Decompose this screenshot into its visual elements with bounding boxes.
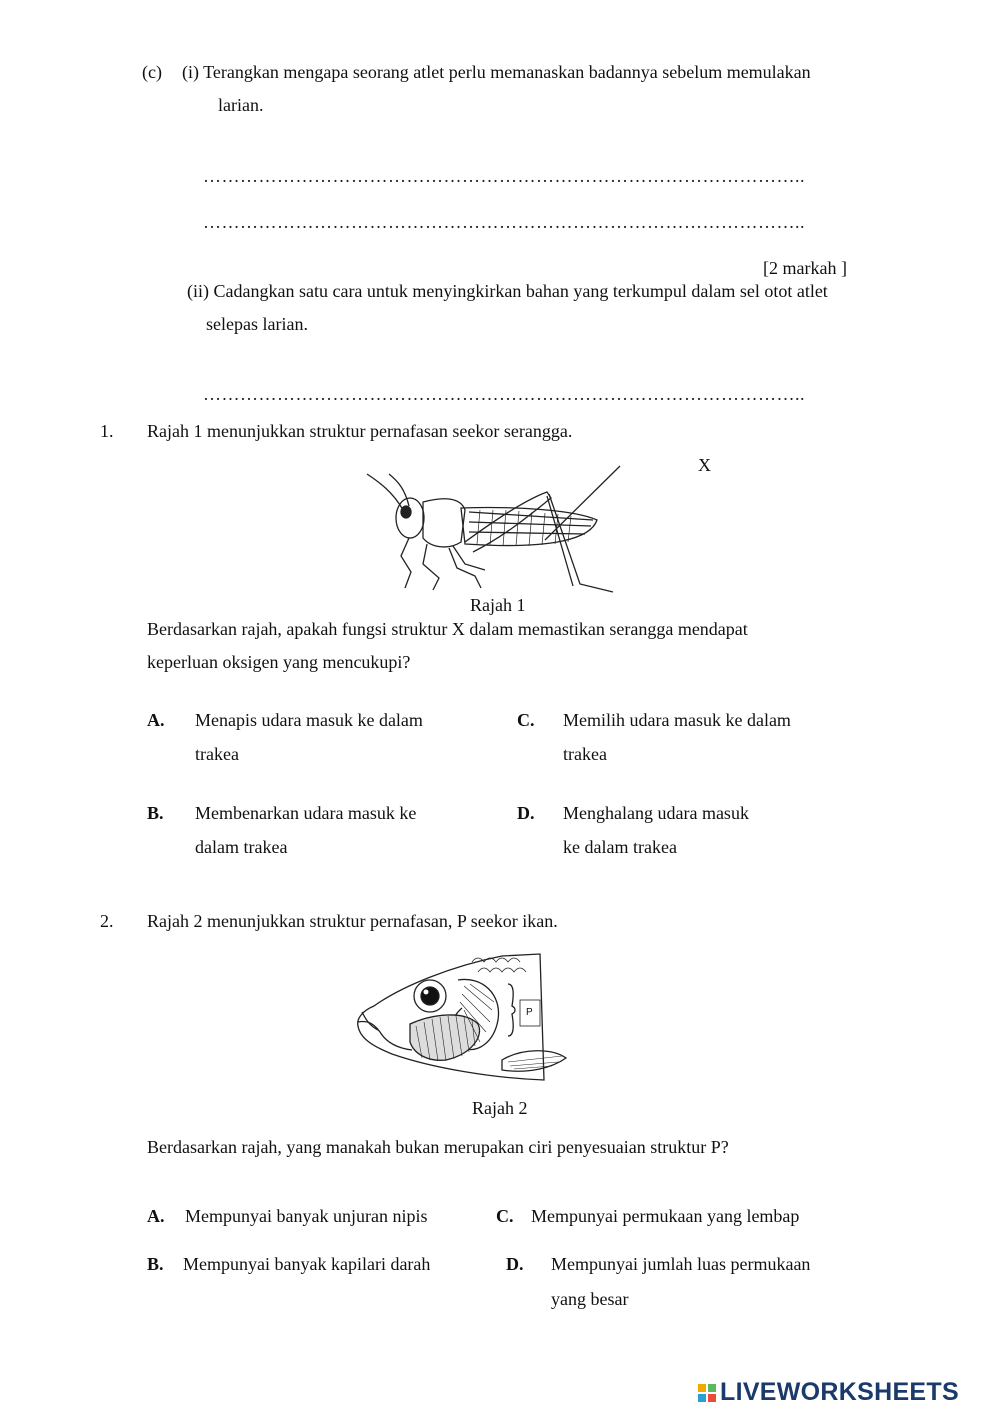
- figure-2-caption: Rajah 2: [472, 1098, 528, 1118]
- question-1-number: 1.: [100, 421, 114, 441]
- part-c-label: (c): [142, 62, 162, 82]
- q1-option-a-text-line1[interactable]: Menapis udara masuk ke dalam: [195, 710, 423, 730]
- question-1-text-line2: keperluan oksigen yang mencukupi?: [147, 652, 411, 672]
- q1-option-d-letter[interactable]: D.: [517, 803, 535, 823]
- liveworksheets-logo-text: LIVEWORKSHEETS: [720, 1378, 959, 1406]
- answer-line-c-i-1[interactable]: ……………………………………………………………………………………..: [203, 166, 805, 186]
- q1-option-b-letter[interactable]: B.: [147, 803, 164, 823]
- marks-label: [2 markah ]: [763, 258, 847, 278]
- liveworksheets-logo-icon: [698, 1384, 716, 1402]
- q2-option-d-text-line1[interactable]: Mempunyai jumlah luas permukaan: [551, 1254, 811, 1274]
- q2-option-b-letter[interactable]: B.: [147, 1254, 164, 1274]
- q2-option-a-text[interactable]: Mempunyai banyak unjuran nipis: [185, 1206, 428, 1226]
- q1-option-b-text-line2[interactable]: dalam trakea: [195, 837, 288, 857]
- q1-option-b-text-line1[interactable]: Membenarkan udara masuk ke: [195, 803, 417, 823]
- figure-1-caption: Rajah 1: [470, 595, 526, 615]
- question-2-text: Berdasarkan rajah, yang manakah bukan merupakan ciri penyesuaian struktur P?: [147, 1137, 729, 1157]
- q2-option-a-letter[interactable]: A.: [147, 1206, 165, 1226]
- diagram-label-x: X: [698, 455, 711, 475]
- logo-square-4: [708, 1394, 716, 1402]
- logo-square-3: [698, 1394, 706, 1402]
- part-c-ii-question-line1: (ii) Cadangkan satu cara untuk menyingkirkan bahan yang terkumpul dalam sel otot atlet: [187, 281, 828, 301]
- q1-option-a-letter[interactable]: A.: [147, 710, 165, 730]
- q2-option-d-letter[interactable]: D.: [506, 1254, 524, 1274]
- q1-option-c-text-line2[interactable]: trakea: [563, 744, 607, 764]
- q2-option-c-letter[interactable]: C.: [496, 1206, 514, 1226]
- q2-option-c-text[interactable]: Mempunyai permukaan yang lembap: [531, 1206, 800, 1226]
- question-1-stem: Rajah 1 menunjukkan struktur pernafasan seekor serangga.: [147, 421, 573, 441]
- q1-option-c-text-line1[interactable]: Memilih udara masuk ke dalam: [563, 710, 791, 730]
- logo-square-1: [698, 1384, 706, 1392]
- part-c-i-question-line2: larian.: [218, 95, 264, 115]
- q1-option-d-text-line2[interactable]: ke dalam trakea: [563, 837, 677, 857]
- q1-option-c-letter[interactable]: C.: [517, 710, 535, 730]
- grasshopper-diagram: [365, 460, 625, 600]
- fish-head-diagram: [352, 950, 572, 1090]
- logo-square-2: [708, 1384, 716, 1392]
- q1-option-d-text-line1[interactable]: Menghalang udara masuk: [563, 803, 749, 823]
- diagram-label-p: P: [526, 1007, 533, 1018]
- liveworksheets-logo[interactable]: [698, 1378, 959, 1407]
- q2-option-b-text[interactable]: Mempunyai banyak kapilari darah: [183, 1254, 431, 1274]
- question-2-stem: Rajah 2 menunjukkan struktur pernafasan, P seekor ikan.: [147, 911, 558, 931]
- q1-option-a-text-line2[interactable]: trakea: [195, 744, 239, 764]
- question-2-number: 2.: [100, 911, 114, 931]
- part-c-ii-question-line2: selepas larian.: [206, 314, 308, 334]
- q2-option-d-text-line2[interactable]: yang besar: [551, 1289, 629, 1309]
- part-c-i-question-line1: (i) Terangkan mengapa seorang atlet perlu memanaskan badannya sebelum memulakan: [182, 62, 811, 82]
- answer-line-c-ii[interactable]: ……………………………………………………………………………………..: [203, 384, 805, 404]
- answer-line-c-i-2[interactable]: ……………………………………………………………………………………..: [203, 212, 805, 232]
- question-1-text-line1: Berdasarkan rajah, apakah fungsi struktur X dalam memastikan serangga mendapat: [147, 619, 748, 639]
